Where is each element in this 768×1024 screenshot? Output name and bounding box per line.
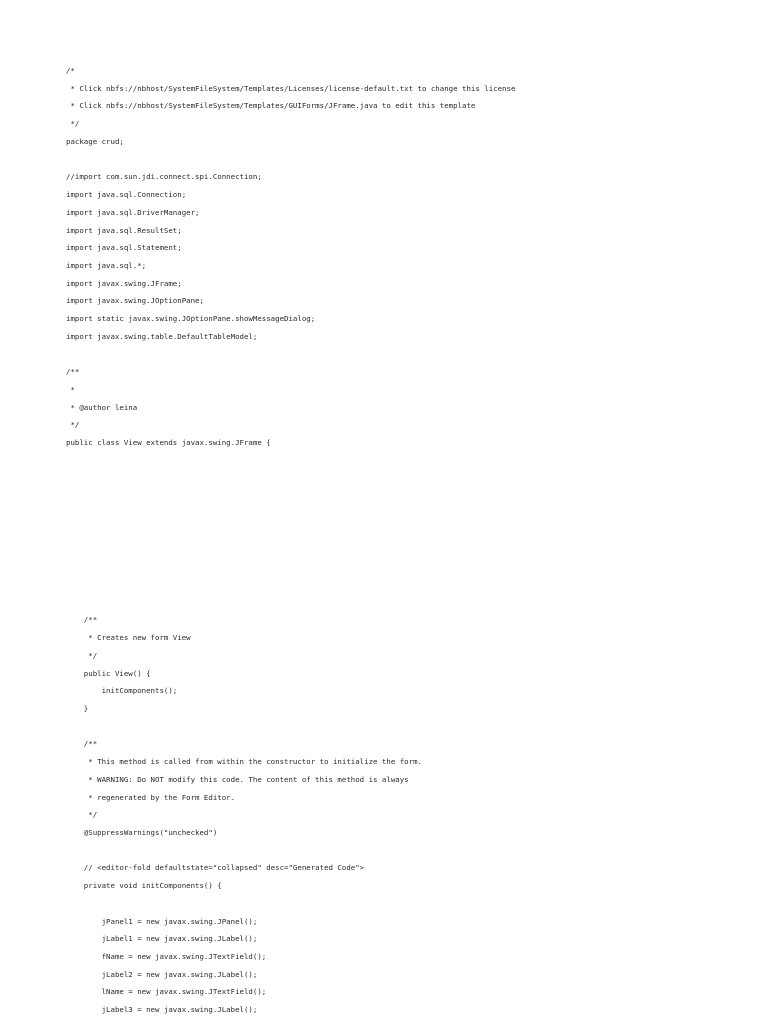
code-line: * regenerated by the Form Editor. xyxy=(66,792,236,802)
code-line: */ xyxy=(66,420,80,430)
code-line: * Creates new form View xyxy=(66,633,191,642)
code-line: import java.sql.ResultSet; xyxy=(66,225,182,235)
code-line: import static javax.swing.JOptionPane.showMessageDialog; xyxy=(66,314,316,324)
code-line: /* xyxy=(66,66,75,75)
code-line: jPanel1 = new javax.swing.JPanel(); xyxy=(66,916,258,926)
code-line: lName = new javax.swing.JTextField(); xyxy=(66,987,267,997)
code-line: package crud; xyxy=(66,136,124,146)
code-line: /** xyxy=(66,739,98,749)
code-line: } xyxy=(66,703,89,713)
code-line: public View() { xyxy=(66,668,151,678)
code-line: * Click nbfs://nbhost/SystemFileSystem/Templates/Licenses/license-default.txt to change this license xyxy=(66,83,516,93)
code-line: */ xyxy=(66,119,80,129)
code-line: import javax.swing.JOptionPane; xyxy=(66,296,204,306)
code-line: * xyxy=(66,385,75,394)
code-line: */ xyxy=(66,810,98,820)
code-line: import java.sql.*; xyxy=(66,260,147,270)
code-line: jLabel2 = new javax.swing.JLabel(); xyxy=(66,969,258,979)
code-line: import javax.swing.table.DefaultTableModel; xyxy=(66,331,258,341)
code-line: //import com.sun.jdi.connect.spi.Connection; xyxy=(66,172,262,182)
code-line: jLabel3 = new javax.swing.JLabel(); xyxy=(66,1005,258,1015)
code-line: */ xyxy=(66,650,98,660)
code-line: import java.sql.DriverManager; xyxy=(66,207,200,217)
code-line: * WARNING: Do NOT modify this code. The content of this method is always xyxy=(66,774,409,784)
code-line: * @author leina xyxy=(66,402,138,412)
code-line: * Click nbfs://nbhost/SystemFileSystem/Templates/GUIForms/JFrame.java to edit this template xyxy=(66,101,476,111)
code-line: /** xyxy=(66,615,98,625)
code-line: * This method is called from within the constructor to initialize the form. xyxy=(66,757,422,767)
code-line: jLabel1 = new javax.swing.JLabel(); xyxy=(66,934,258,944)
code-line: import java.sql.Statement; xyxy=(66,243,182,253)
code-line: /** xyxy=(66,367,80,377)
code-line: initComponents(); xyxy=(66,686,178,696)
code-line: // <editor-fold defaultstate="collapsed" desc="Generated Code"> xyxy=(66,863,365,873)
code-line: @SuppressWarnings("unchecked") xyxy=(66,828,218,837)
code-line: fName = new javax.swing.JTextField(); xyxy=(66,952,267,961)
code-line: private void initComponents() { xyxy=(66,881,222,891)
code-line: public class View extends javax.swing.JFrame { xyxy=(66,438,271,448)
code-line: import javax.swing.JFrame; xyxy=(66,278,182,288)
code-line: import java.sql.Connection; xyxy=(66,190,187,199)
